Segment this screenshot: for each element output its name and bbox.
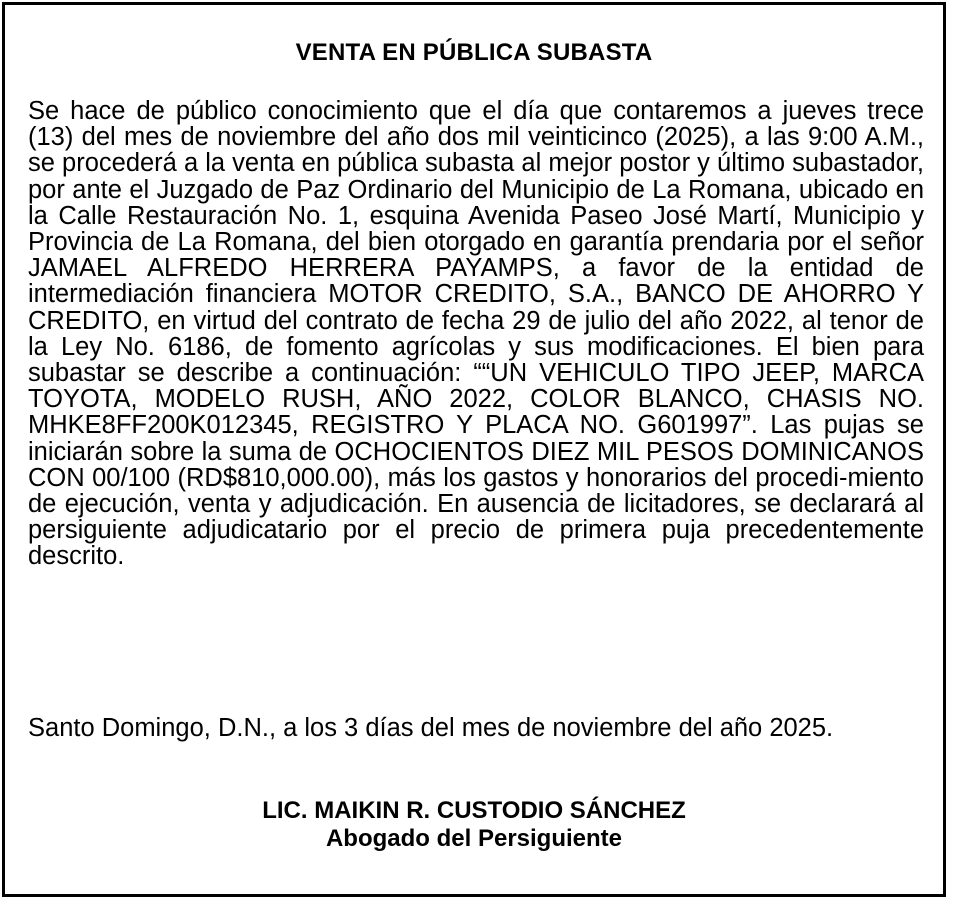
signatory-role: Abogado del Persiguiente [325,825,623,852]
auction-notice [2,2,946,897]
notice-body: Se hace de público conocimiento que el día que contaremos a jueves trece (13) del mes de noviembre del año dos mil veinticinco (2025), a las 9:00 A.M., se procederá a la venta en pública subasta al mejor postor y último subastador, por ante el Juzgado de Paz Ordinario del Municipio de La Romana, ubicado en la Calle Restauración No. 1, esquina Avenida Paseo José Martí, Municipio y Provincia de La Romana, del bien otorgado en garantía prendaria por el señor JAMAEL ALFREDO HERRERA PAYAMPS, a favor de la entidad de intermediación financiera MOTOR CREDITO, S.A., BANCO DE AHORRO Y CREDITO, en virtud del contrato de fecha 29 de julio del año 2022, al tenor de la Ley No. 6186, de fomento agrícolas y sus modificaciones. El bien para subastar se describe a continuación: ““UN VEHICULO TIPO JEEP, MARCA TOYOTA, MODELO RUSH, AÑO 2022, COLOR BLANCO, CHASIS NO. MHKE8FF200K012345, REGISTRO Y PLACA NO. G601997”. Las pujas se iniciarán sobre la suma de OCHOCIENTOS DIEZ MIL PESOS DOMINICANOS CON 00/100 (RD$810,000.00), más los gastos y honorarios del procedi-miento de ejecución, venta y adjudicación. En ausencia de licitadores, se declarará al persiguiente adjudicatario por el precio de primera puja precedentemente descrito. [28,97,924,571]
notice-title: VENTA EN PÚBLICA SUBASTA [295,39,653,66]
notice-date-line: Santo Domingo, D.N., a los 3 días del mes de noviembre del año 2025. [28,714,834,742]
signatory-name: LIC. MAIKIN R. CUSTODIO SÁNCHEZ [262,797,686,824]
